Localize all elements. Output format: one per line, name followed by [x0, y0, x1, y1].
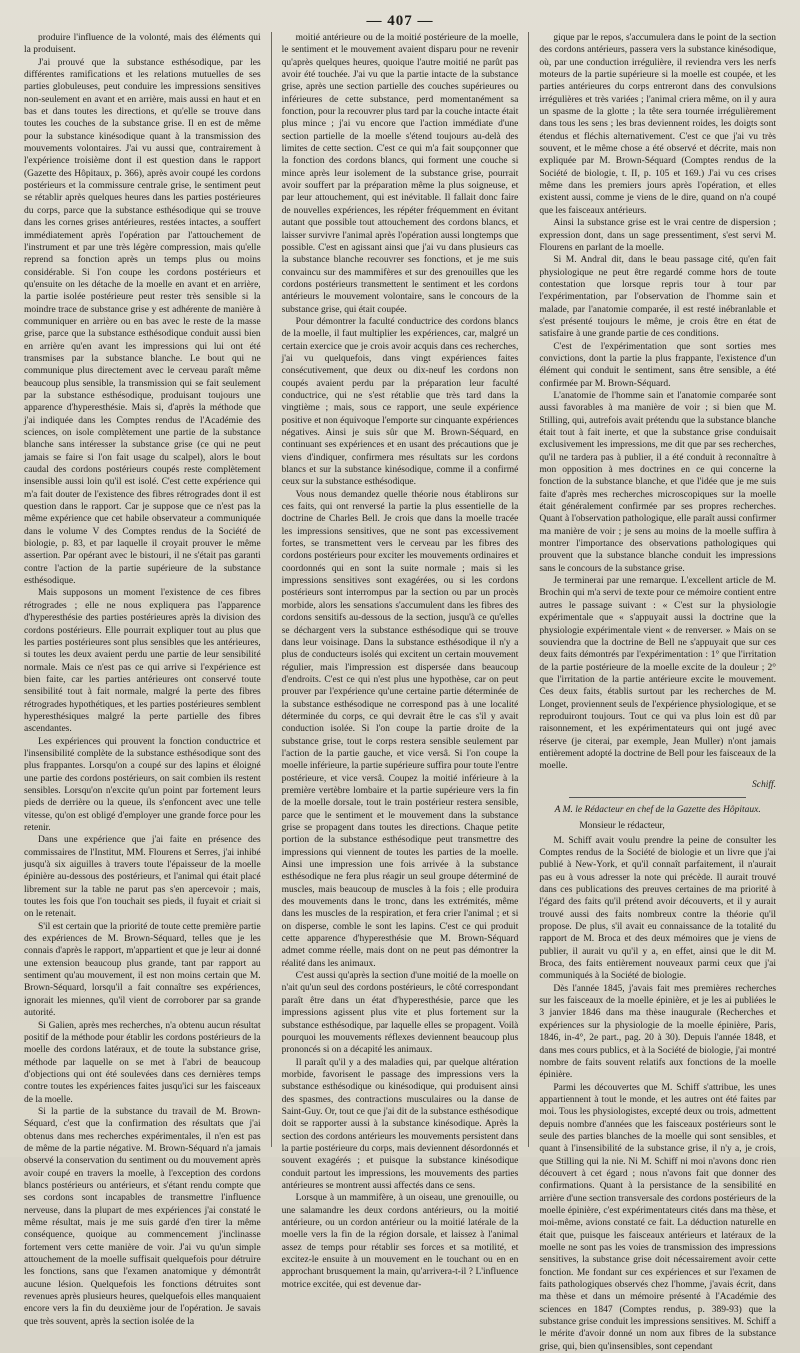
paragraph: Si la partie de la substance du travail de M. Brown-Séquard, c'est que la confirmation des résultats que j'ai obtenus dans mes recherches expérimentales, il n'en est pas de même de la partie négative. M. Brown-Séquard n'a jamais observé la conservation du sentiment ou du mouvement après avoir coupé en travers la moelle, à l'exception des cordons blancs postérieurs ou antérieurs, et s'étant rendu compte que ses cordons sont incapables de transmettre l'influence nerveuse, dans la plupart de mes expériences j'ai constaté le même résultat, mais je me suis gardé d'en tirer la même conséquence, quoique au commencement j'inclinasse fortement vers cette manière de voir. J'ai vu qu'un simple attouchement de la moelle suffisait quelquefois pour détruire les fonctions, sans que l'examen anatomique y démontrât aucune lésion. Quelquefois les fonctions détruites sont revenues après plusieurs heures, quelquefois elles manquaient encore vers la fin du deuxième jour de l'opération. Je savais que très souvent, après la section isolée de la: [24, 1106, 261, 1327]
paragraph: moitié antérieure ou de la moitié postérieure de la moelle, le sentiment et le mouvement avaient disparu pour ne revenir qu'après quelques heures, quoique l'autre moitié ne parût pas avoir été touchée. J'ai vu que la partie intacte de la substance grise, après une section partielle des couches supérieures ou inférieures de cette substance, perd momentanément sa fonction, pour la recouvrer plus tard par la couche intacte était plus mince ; j'ai vu encore que l'action immédiate d'une section partielle de la moelle s'étend toujours au-delà des limites de cette section. C'est ce qui m'a fait soupçonner que la fonction des cordons blancs, qui forment une couche si mince après leur isolement de la substance grise, pourrait avoir souffert par la préparation même la plus soigneuse, et par leur attouchement, qui est inévitable. Il fallait donc faire de nouvelles expériences, les répéter fréquemment en évitant autant que possible tout attouchement des cordons blancs, et laisser survivre l'animal après l'opération aussi longtemps que possible. C'est en agissant ainsi que j'ai vu dans plusieurs cas la substance blanche recouvrer ses fonctions, et je me suis convaincu sur des mammifères et sur des grenouilles que les cordons postérieurs transmettent le sentiment et les cordons antérieurs le mouvement volontaire, sans le concours de la substance grise, qui était coupée.: [281, 33, 519, 315]
paragraph: Les expériences qui prouvent la fonction conductrice et l'insensibilité complète de la substance esthésodique sont des plus frappantes. Lorsqu'on a coupé sur des lapins et éloigné une partie des cordons postérieurs, on sait combien ils restent sensibles. Lorsqu'on n'excite qu'un point par fortement leurs pieds de derrière ou la queue, ils s'enfoncent avec une telle vitesse, qu'on est obligé d'employer une grande force pour les retenir.: [24, 736, 261, 833]
paragraph: J'ai prouvé que la substance esthésodique, par les différentes ramifications et les relations mutuelles de ses parties globuleuses, peut conduire les impressions sensitives non-seulement en avant et en arrière, mais aussi en haut et en bas et dans toutes les directions, et qu'elle se trouve dans toutes les couches de la substance grise. Il en est de même pour la substance kinésodique quant à la transmission des mouvements volontaires. J'ai vu aussi que, contrairement à l'expérience troisième dont il est question dans le rapport (Gazette des Hôpitaux, p. 366), après avoir coupé les cordons postérieurs et la commissure centrale grise, le sentiment peut se rétablir après quelques heures dans les parties postérieures du corps, parce que la substance esthésodique qui se trouve dans les cornes grises antérieures, restées intactes, a souffert immédiatement après l'opération par l'attouchement de l'instrument et par une très légère compression, mais qu'elle reprend sa fonction après un temps plus ou moins considérable. Si l'on coupe les cordons postérieurs et qu'ensuite on les détache de la moelle en avant et en arrière, la partie isolée postérieure peut rester très sensible si la moindre trace de substance grise y est adhérente de manière à communiquer en arrière ou en bas avec le reste de la masse grise, parce que la substance esthésodique conduit aussi bien en arrière qu'en avant les impressions qui lui ont été transmises par la substance blanche. Le bout qui ne communique plus directement avec le cerveau paraît même beaucoup plus sensible, la transmission qui se fait seulement par la substance esthésodique, produisant toujours une apparence d'hyperesthésie. Mais si, d'après la méthode que j'ai indiquée dans les Comptes rendus de l'Académie des sciences, on isole complètement une partie de la substance blanche sans intéresser la substance grise (ce qui ne peut jamais se faire si l'on fait usage du scalpel), alors le bout caudal des cordons postérieurs coupés reste complètement insensible aussi loin qu'il est isolé. C'est cette expérience qui m'a fait douter de l'existence des fibres rétrogrades dont il est question dans le rapport. Car je suppose que ce n'est pas la même expérience que cet habile observateur a communiquée dans le volume V des Comptes rendus de la Société de biologie, p. 83, et par laquelle il croyait prouver le même assertion. Par opérant avec le bistouri, il ne s'était pas garanti contre l'action de la partie supérieure de la substance esthésodique.: [24, 57, 261, 587]
paragraph: C'est de l'expérimentation que sont sorties mes convictions, dont la partie la plus frappante, l'existence d'un élément qui conduit le sentiment, sans être sensible, a été confirmée par M. Brown-Séquard.: [539, 341, 777, 389]
column-2: [281, 32, 519, 1290]
signature: Schiff.: [752, 779, 777, 790]
column-divider: [271, 32, 272, 1147]
letter-title: A M. le Rédacteur en chef de la Gazette des Hôpitaux.: [554, 804, 761, 815]
columns: [24, 32, 777, 1352]
paragraph: S'il est certain que la priorité de toute cette première partie des expériences de M. Brown-Séquard, telles que je les connais d'après le rapport, m'appartient et que je leur ai donné une extension beaucoup plus grande, tant par rapport au sentiment qu'au mouvement, il est non moins certain que M. Brown-Séquard, lorsqu'il a fait connaître ses expériences, ignorait les miennes, qu'il vient de corroborer par sa grande autorité.: [24, 921, 261, 1019]
paragraph: Vous nous demandez quelle théorie nous établirons sur ces faits, qui ont renversé la partie la plus essentielle de la doctrine de Charles Bell. Je crois que dans la moelle tracée les impressions sensitives, que ne sont pas excessivement fortes, se transmettent vers le cerveau par les fibres des cordons postérieurs pour exciter les mouvements ordinaires et coordonnés qui en sont la suite normale ; mais si les impressions sensitives sont exagérées, ou si les cordons postérieurs sont interrompus par la section ou par un procès morbide, alors les sensations s'accumulent dans les fibres des cordons sensitifs au-dessous de la section, jusqu'à ce qu'elles se déchargent vers la substance esthésodique qui se trouve dans leur voisinage. Dans la substance esthésodique il n'y a plus de conducteurs isolés qui excitent un certain mouvement régulier, mais l'impression est dispersée dans beaucoup d'endroits. C'est ce qui n'est plus une hypothèse, car on peut prouver par l'expérience qu'une certaine partie déterminée de la substance esthésodique ne correspond pas à une localité déterminée du corps, ce qui devrait être le cas s'il y avait conduction isolée. Si l'on coupe la partie droite de la substance grise, tout le corps restera sensible seulement par l'action de la partie gauche, et vice versâ. Si l'on coupe la moelle inférieure, la partie supérieure suffira pour toute l'entre postérieure, et vice versâ. Coupez la moitié inférieure à la première vertèbre lombaire et la partie supérieure vers la fin de la moelle dorsale, tout le train postérieur restera sensible, parce que le sentiment et le mouvement dans la substance grise se propagent dans toutes les directions. Chaque petite portion de la substance esthésodique peut transmettre des impressions qui viennent de toutes les parties de la moelle. Ainsi une impression une fois arrivée à la substance esthésodique ne fera plus réagir un seul groupe déterminé de muscles, mais beaucoup de muscles à la fois ; elle produira des mouvements dans le tronc, dans les extrémités, même dans les muscles de la respiration, et fera crier l'animal ; et si on disperse, comble le sont les lapins. C'est ce qui produit cette apparence d'hyperesthésie que M. Brown-Séquard admet comme réelle, mais dont on ne peut pas démontrer la réalité dans les animaux.: [281, 489, 519, 969]
paragraph: Si Galien, après mes recherches, n'a obtenu aucun résultat positif de la méthode pour établir les cordons postérieurs de la moelle des cordons latéraux, et de toute la substance grise, méthode par laquelle on se met à l'abri de beaucoup d'objections qui ont été soulevées dans ces dernières temps contre toutes les expériences faites jusqu'ici sur les faisceaux de la moelle.: [24, 1020, 261, 1105]
paragraph: M. Schiff avait voulu prendre la peine de consulter les Comptes rendus de la Société de biologie et un livre que j'ai publié à New-York, et qu'il connaît parfaitement, il n'aurait pas eu à vous adresser la note qui précède. Il aurait trouvé dans ces publications des preuves certaines de ma priorité à l'égard des faits qu'il prétend avoir découverts, et il y aurait trouvé aussi des faits nombreux contre la théorie qu'il propose. De plus, s'il avait eu connaissance de la totalité du rapport de M. Broca et des deux mémoires que je viens de publier, il aurait vu qu'il y a, en effet, ainsi que le dit M. Broca, des faits entièrement nouveaux parmi ceux que j'ai communiqués à la Société de biologie.: [539, 835, 777, 982]
paragraph: Ainsi la substance grise est le vrai centre de dispersion ; expression dont, dans un sage pressentiment, s'est servi M. Flourens en parlant de la moelle.: [539, 218, 777, 253]
paragraph: Il paraît qu'il y a des maladies qui, par quelque altération morbide, favorisent le passage des impressions vers la substance esthésodique ou kinésodique, qui produisent ainsi des spasmes, des contractions musculaires ou la danse de Saint-Guy. Or, tout ce que j'ai dit de la substance esthésodique doit se rapporter aussi à la substance kinésodique. Après la section des cordons antérieurs les mouvements persistent dans la partie postérieure du corps, mais deviennent désordonnés et souvent exagérés ; et puisque la substance kinésodique conduit partout les impressions, les mouvements des parties antérieures se montrent aussi affectés dans ce sens.: [281, 1057, 519, 1191]
paragraph: Mais supposons un moment l'existence de ces fibres rétrogrades ; elle ne nous expliquera pas l'apparence d'hyperesthésie des parties postérieures après la division des cordons postérieurs. Elle pourrait expliquer tout au plus que les parties postérieures sont plus sensibles que les antérieures, si toutes les deux avaient perdu une partie de leur sensibilité normale. Mais ce n'est pas ce qui arrive si l'expérience est bien faite, car les parties antérieures ont conservé toute sensibilité tout à fait normale, malgré la perte des fibres rétrogrades hypothétiques, et les parties postérieures semblent hyperesthésiques malgré la perte partielle des fibres ascendantes.: [24, 588, 261, 735]
paragraph: Je terminerai par une remarque. L'excellent article de M. Brochin qui m'a servi de texte pour ce mémoire contient entre autres le passage suivant : « C'est sur la physiologie expérimentale que « s'appuyait aussi la doctrine que la physiologie expérimentale vient « de renverser. » Mais on se souviendra que la doctrine de Bell ne s'appuyait que sur ces deux faits démontrés par l'expérimentation : 1° que l'irritation de la partie postérieure de la moelle excite de la douleur ; 2° que l'irritation de la partie antérieure excite le mouvement. Ces deux faits, établis surtout par les recherches de M. Longet, proviennent seuls de l'expérience physiologique, et se reproduiront toujours. Tout ce qui va plus loin est dû par raisonnement, et les expérimentateurs qui ont jugé avec réserve (je citerai, par exemple, Jean Muller) n'ont jamais entièrement adopté la doctrine de Bell pour les faisceaux de la moelle.: [539, 576, 777, 772]
paragraph: Parmi les découvertes que M. Schiff s'attribue, les unes appartiennent à tout le monde, et les autres ont été faites par moi. Tous les physiologistes, excepté deux ou trois, admettent depuis nombre d'années que les faisceaux postérieurs sont le seule des parties blanches de la moelle qui sont sensibles, et quant à l'insensibilité de la substance grise, il n'y a, je crois, que Stilling qui la nie. Ni M. Schiff ni moi n'avons donc rien découvert à cet égard ; nous n'avons fait que donner des confirmations. Quant à la persistance de la sensibilité en arrière d'une section transversale des cordons postérieurs de la moelle épinière, c'est expérimentateurs cités dans ma thèse, et moi-même, avions constaté ce fait. La déduction naturelle en était que, puisque les faisceaux antérieurs et latéraux de la moelle ne sont pas les voies de transmission des impressions sensitives, la substance grise doit nécessairement avoir cette fonction. Me fondant sur ces expériences et sur l'examen de faits pathologiques observés chez l'homme, j'avais écrit, dans ma thèse et dans un mémoire présenté à l'Académie des sciences en 1847 (Comptes rendus, p. 389-93) que la substance grise conduit les impressions sensitives. M. Schiff a le mérite d'avoir donné un nom aux fibres de la substance grise, qui, bien qu'insensibles, sont cependant: [539, 1082, 777, 1352]
paragraph: Si M. Andral dit, dans le beau passage cité, qu'en fait physiologique ne peut être regardé comme hors de toute contestation que lorsque repris tour à tour par l'expérimentation, par l'observation de l'homme sain et malade, par l'anatomie comparée, il est resté inébranlable et s'est présenté toujours le même, je crois être en état de satisfaire à une grande partie de ces conditions.: [539, 255, 777, 340]
paragraph: Pour démontrer la faculté conductrice des cordons blancs de la moelle, il faut multiplier les expériences, car, malgré un certain exercice que je crois avoir acquis dans ces recherches, j'ai vu quelquefois, dans vingt expériences faites consécutivement, que deux ou dix-neuf les cordons non coupés avaient perdu par la préparation leur faculté conductrice, qui ne s'est rétablie que très tard dans la vingtième ; mais, sous ce rapport, une seule expérience positive et non équivoque l'emporte sur cinquante expériences négatives. Ainsi je suis sûr que M. Brown-Séquard, en continuant ses expériences et en usant des précautions que je viens d'indiquer, confirmera mes résultats sur les cordons blancs et sur la substance kinésodique, comme il a confirmé ceux sur la substance esthésodique.: [281, 316, 519, 488]
paragraph: L'anatomie de l'homme sain et l'anatomie comparée sont aussi favorables à ma manière de voir ; si bien que M. Stilling, qui, autrefois avait prétendu que la substance blanche était tout à fait inerte, et que la substance grise conduisait exclusivement les impressions, me dit que par ses recherches, qu'il ne tardera pas à publier, il a été conduit à reconnaître à mon opposition à mes doctrines en ce qui concerne la fonction de la substance blanche, et que l'idée que je me suis faite d'après mes recherches microscopiques sur la moelle était généralement confirmée par ses propres recherches. Quant à l'observation pathologique, elle paraît aussi confirmer ma manière de voir ; je sens au moins de la moelle suffira à montrer l'importance des observations pathologiques qui prouvent que la substance blanche conduit les impressions sans le concours de la substance grise.: [539, 390, 777, 574]
column-divider: [528, 32, 529, 1147]
page-number: — 407 —: [366, 13, 434, 29]
paragraph: gique par le repos, s'accumulera dans le point de la section des cordons antérieurs, passera vers la substance kinésodique, où, par une conduction irrégulière, il reviendra vers les nerfs moteurs de la partie supérieure si la moelle est coupée, et les parties antérieures du corps entreront dans des convulsions irrégulières et très variées ; l'animal criera même, on il y aura un spasme de la glotte ; la tête sera tournée irrégulièrement dans tous les sens ; les bras deviennent roides, les doigts sont étendus et fléchis alternativement. C'est ce que j'ai vu très souvent, et le même chose a été observé et décrite, mais non expliquée par M. Brown-Séquard (Comptes rendus de la Société de biologie, t. II, p. 105 et 169.) J'ai vu ces crises même dans les premiers jours après l'opération, et elles existent aussi, comme je viens de le dire, quand on n'a coupé que les faisceaux antérieurs.: [539, 33, 777, 216]
paragraph: Dans une expérience que j'ai faite en présence des commissaires de l'Institut, MM. Flourens et Serres, j'ai inhibé jusqu'à six aiguilles à travers toute l'épaisseur de la moelle épinière au-dessous des postérieurs, et l'animal qui était placé librement sur la table ne parut pas s'en apercevoir ; mais, toutes les fois que l'on touchait ses pieds, il fuyait et criait si on le retenait.: [24, 835, 261, 920]
paragraph: Lorsque à un mammifère, à un oiseau, une grenouille, ou une salamandre les deux cordons antérieurs, ou la moitié antérieure, ou un cordon antérieur ou la moitié latérale de la moelle vers la fin de la région dorsale, et laissez à l'animal assez de temps pour rétablir ses forces et sa motilité, et excitez-le ensuite à un mouvement en le touchant ou en en approchant brusquement la main, qu'arrivera-t-il ? L'influence motrice excitée, qui est devenue dar-: [281, 1193, 519, 1290]
paragraph: C'est aussi qu'après la section d'une moitié de la moelle on n'ait qu'un seul des cordons postérieurs, le côté correspondant paraît être dans un état d'hyperesthésie, parce que les impressions agissent plus vite et plus fortement sur la substance esthésodique, par laquelle elles se propagent. Voilà pourquoi les mouvements réflexes deviennent beaucoup plus prononcés si on a décapité les animaux.: [281, 971, 519, 1056]
section-rule: [569, 797, 746, 798]
column-1: [24, 32, 261, 1327]
column-3: [539, 32, 777, 1352]
salutation: Monsieur le rédacteur,: [579, 821, 665, 832]
paragraph: produire l'influence de la volonté, mais des éléments qui la produisent.: [24, 33, 261, 56]
paragraph: Dès l'année 1845, j'avais fait mes premières recherches sur les faisceaux de la moelle épinière, et je les ai publiées le 3 janvier 1846 dans ma thèse inaugurale (Recherches et expériences sur la physiologie de la moelle épinière, Paris, 1846, in-4°, 2e part., pag. 20 à 30). Depuis l'année 1848, et dans mes cours publics, et à la Société de biologie, j'ai montré nombre de faits souvent relatifs aux fonctions de la moelle épinière.: [539, 983, 777, 1081]
